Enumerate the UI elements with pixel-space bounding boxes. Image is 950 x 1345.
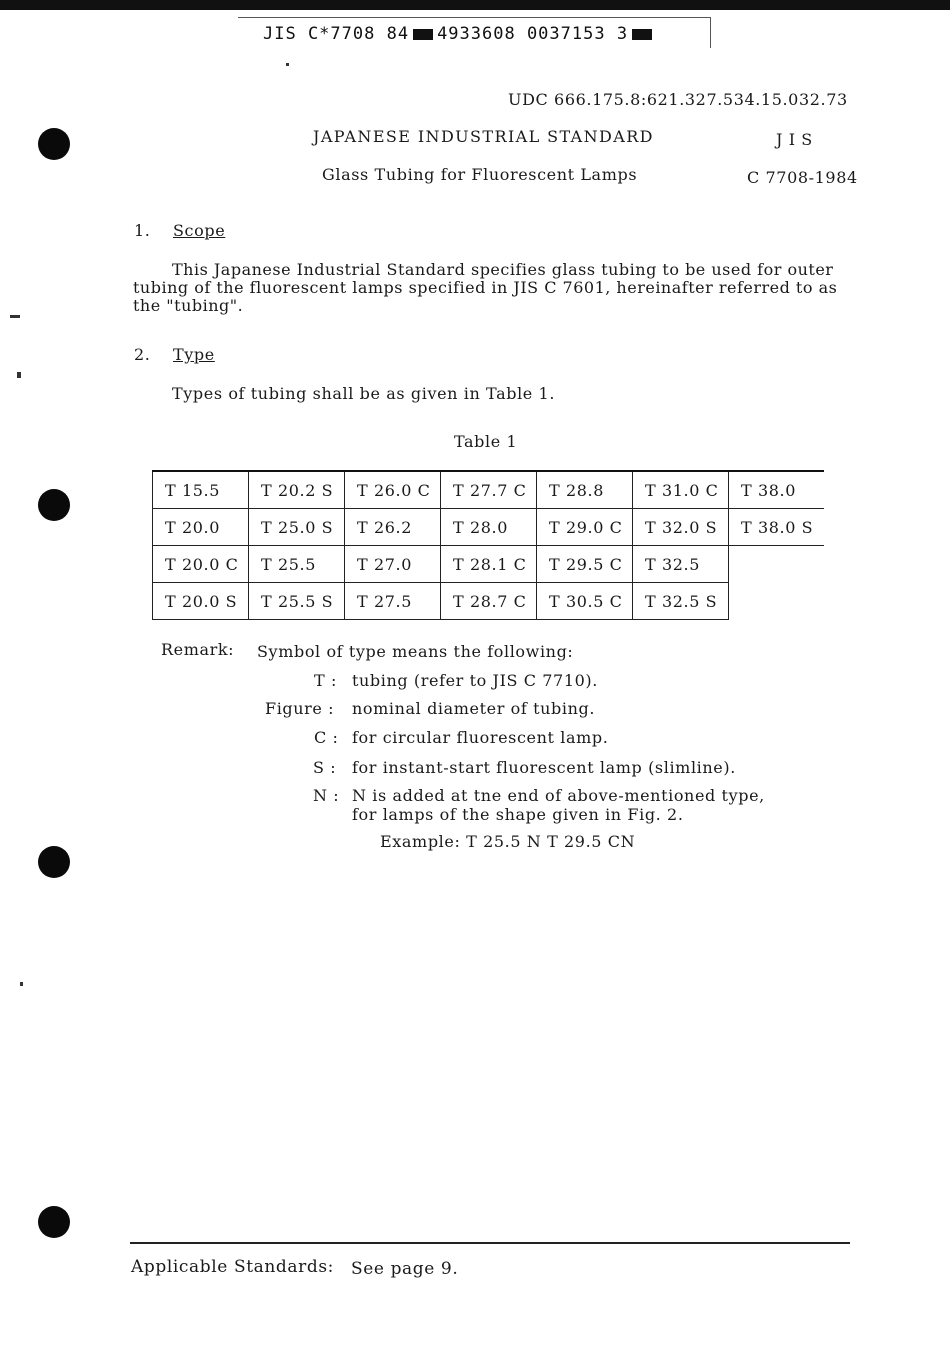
udc-code: UDC 666.175.8:621.327.534.15.032.73 bbox=[508, 90, 848, 109]
document-number: C 7708-1984 bbox=[747, 168, 858, 187]
footer-text: See page 9. bbox=[351, 1259, 459, 1279]
remark-label: Remark: bbox=[161, 640, 235, 659]
remark-intro: Symbol of type means the following: bbox=[257, 642, 574, 661]
punch-hole-icon bbox=[38, 1206, 70, 1238]
scan-speck bbox=[17, 372, 21, 378]
punch-hole-icon bbox=[38, 128, 70, 160]
table-cell: T 26.0 C bbox=[345, 471, 441, 509]
table-row bbox=[153, 583, 825, 620]
remark-text-n-continued: for lamps of the shape given in Fig. 2. bbox=[352, 805, 684, 824]
remark-key-s: S : bbox=[313, 758, 337, 777]
table-cell: T 20.0 S bbox=[153, 583, 249, 620]
code-suffix: 4933608 0037153 3 bbox=[437, 24, 629, 44]
table-cell-empty bbox=[729, 583, 825, 620]
table-cell: T 28.8 bbox=[537, 471, 633, 509]
table-caption: Table 1 bbox=[454, 432, 518, 451]
table-cell: T 30.5 C bbox=[537, 583, 633, 620]
scan-speck bbox=[286, 63, 289, 66]
table-row bbox=[153, 471, 825, 509]
table-cell: T 32.0 S bbox=[633, 509, 729, 546]
scope-paragraph: This Japanese Industrial Standard specifies glass tubing to be used for outer tubing of the fluorescent lamps specified in JIS C 7601, hereinafter referred to as the "tubing". bbox=[133, 260, 838, 315]
table-cell: T 27.7 C bbox=[441, 471, 537, 509]
code-prefix: JIS C*7708 84 bbox=[263, 24, 410, 44]
remark-text-n: N is added at tne end of above-mentioned type, bbox=[352, 786, 765, 805]
top-edge-bar bbox=[0, 0, 950, 10]
remark-text-figure: nominal diameter of tubing. bbox=[352, 699, 596, 718]
jis-mark: J I S bbox=[776, 130, 813, 149]
document-title: Glass Tubing for Fluorescent Lamps bbox=[322, 165, 638, 184]
section-heading-type: Type bbox=[173, 345, 215, 364]
remark-key-figure: Figure : bbox=[265, 699, 335, 718]
table-cell: T 29.5 C bbox=[537, 546, 633, 583]
footer-label: Applicable Standards: bbox=[131, 1257, 334, 1277]
table-row bbox=[153, 546, 825, 583]
scan-speck bbox=[20, 982, 23, 986]
table-cell: T 31.0 C bbox=[633, 471, 729, 509]
footer-rule bbox=[130, 1242, 850, 1244]
table-cell: T 32.5 bbox=[633, 546, 729, 583]
redaction-block-icon bbox=[632, 29, 652, 40]
table-cell: T 38.0 S bbox=[729, 509, 825, 546]
remark-key-c: C : bbox=[314, 728, 339, 747]
table-cell: T 27.0 bbox=[345, 546, 441, 583]
remark-text-t: tubing (refer to JIS C 7710). bbox=[352, 671, 598, 690]
section-number-scope: 1. bbox=[134, 221, 151, 240]
table-cell: T 20.0 C bbox=[153, 546, 249, 583]
table-cell-empty bbox=[729, 546, 825, 583]
document-code-line bbox=[263, 24, 656, 44]
section-heading-scope: Scope bbox=[173, 221, 226, 240]
table-row bbox=[153, 509, 825, 546]
table-cell: T 15.5 bbox=[153, 471, 249, 509]
tubing-type-table bbox=[152, 470, 824, 620]
table-cell: T 29.0 C bbox=[537, 509, 633, 546]
table-cell: T 28.7 C bbox=[441, 583, 537, 620]
table-cell: T 25.5 bbox=[249, 546, 345, 583]
table-cell: T 26.2 bbox=[345, 509, 441, 546]
table-cell: T 20.0 bbox=[153, 509, 249, 546]
table-cell: T 25.5 S bbox=[249, 583, 345, 620]
table-cell: T 28.0 bbox=[441, 509, 537, 546]
redaction-block-icon bbox=[413, 29, 433, 40]
table-cell: T 32.5 S bbox=[633, 583, 729, 620]
table-cell: T 38.0 bbox=[729, 471, 825, 509]
punch-hole-icon bbox=[38, 489, 70, 521]
remark-key-t: T : bbox=[314, 671, 337, 690]
remark-text-s: for instant-start fluorescent lamp (slimline). bbox=[352, 758, 736, 777]
table-cell: T 25.0 S bbox=[249, 509, 345, 546]
remark-key-n: N : bbox=[313, 786, 340, 805]
standard-title: JAPANESE INDUSTRIAL STANDARD bbox=[313, 127, 654, 146]
remark-text-c: for circular fluorescent lamp. bbox=[352, 728, 609, 747]
section-number-type: 2. bbox=[134, 345, 151, 364]
table-cell: T 20.2 S bbox=[249, 471, 345, 509]
scan-speck bbox=[10, 315, 20, 318]
table-cell: T 27.5 bbox=[345, 583, 441, 620]
table-cell: T 28.1 C bbox=[441, 546, 537, 583]
punch-hole-icon bbox=[38, 846, 70, 878]
type-paragraph: Types of tubing shall be as given in Table 1. bbox=[172, 384, 556, 403]
remark-example: Example: T 25.5 N T 29.5 CN bbox=[380, 832, 636, 851]
